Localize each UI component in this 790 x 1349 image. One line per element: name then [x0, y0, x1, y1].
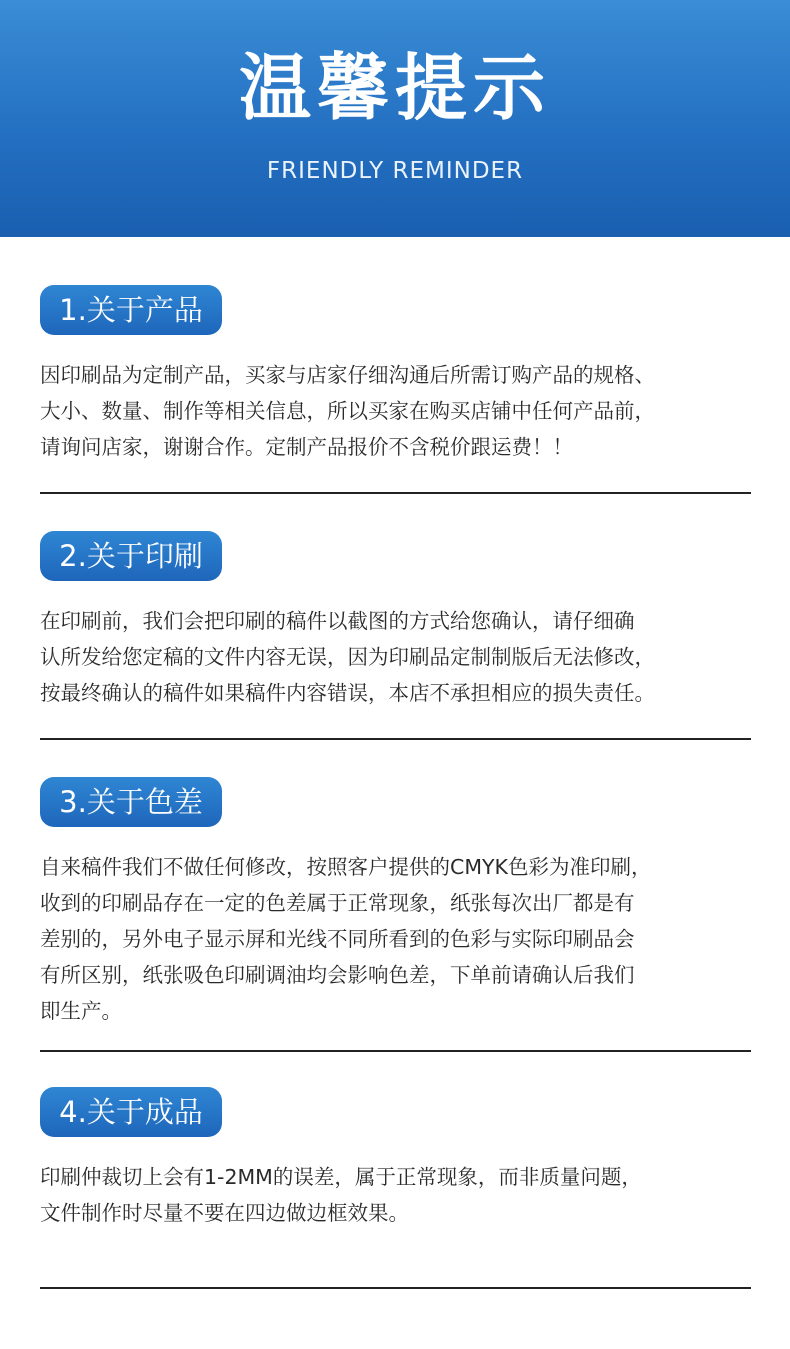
body-line: 有所区别，纸张吸色印刷调油均会影响色差，下单前请确认后我们	[40, 963, 635, 987]
body-line: 收到的印刷品存在一定的色差属于正常现象，纸张每次出厂都是有	[40, 891, 635, 915]
body-line: 自来稿件我们不做任何修改，按照客户提供的CMYK色彩为准印刷，	[40, 855, 652, 879]
section-divider	[40, 738, 751, 740]
section-divider	[40, 1050, 751, 1052]
body-line: 请询问店家，谢谢合作。定制产品报价不含税价跟运费！！	[40, 435, 573, 459]
body-line: 在印刷前，我们会把印刷的稿件以截图的方式给您确认，请仔细确	[40, 609, 635, 633]
body-line: 按最终确认的稿件如果稿件内容错误，本店不承担相应的损失责任。	[40, 681, 655, 705]
page-subtitle: FRIENDLY REMINDER	[266, 158, 524, 184]
section-body-printing	[40, 603, 752, 711]
section-heading-color-difference: 3.关于色差	[40, 777, 222, 827]
body-line: 即生产。	[40, 999, 122, 1023]
section-heading-product: 1.关于产品	[40, 285, 222, 335]
section-divider	[40, 1287, 751, 1289]
section-heading-printing: 2.关于印刷	[40, 531, 222, 581]
body-line: 文件制作时尽量不要在四边做边框效果。	[40, 1201, 409, 1225]
section-body-finished-product	[40, 1159, 752, 1231]
body-line: 因印刷品为定制产品，买家与店家仔细沟通后所需订购产品的规格、	[40, 363, 655, 387]
body-line: 认所发给您定稿的文件内容无误，因为印刷品定制制版后无法修改，	[40, 645, 655, 669]
section-body-color-difference	[40, 849, 752, 1029]
body-line: 印刷仲裁切上会有1-2MM的误差，属于正常现象，而非质量问题，	[40, 1165, 642, 1189]
section-heading-finished-product: 4.关于成品	[40, 1087, 222, 1137]
header-banner	[0, 0, 790, 237]
section-body-product	[40, 357, 752, 465]
body-line: 大小、数量、制作等相关信息，所以买家在购买店铺中任何产品前，	[40, 399, 655, 423]
section-divider	[40, 492, 751, 494]
page-title: 温馨提示	[238, 46, 551, 130]
body-line: 差别的，另外电子显示屏和光线不同所看到的色彩与实际印刷品会	[40, 927, 635, 951]
